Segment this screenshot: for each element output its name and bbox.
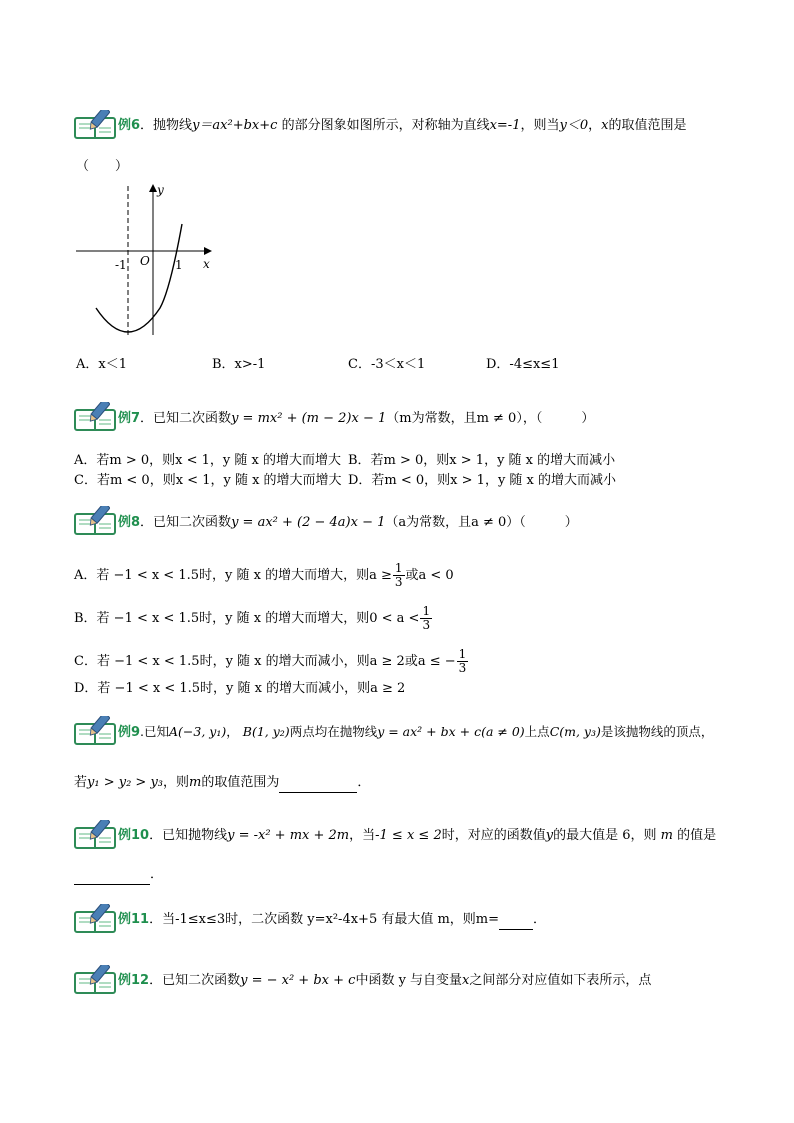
ex10-line2: ．: [74, 866, 163, 885]
ex6-condition: y＜0: [559, 118, 589, 133]
ex7-equation: y = mx² + (m − 2)x − 1: [231, 411, 387, 426]
ex6-option-b: B．x>-1: [212, 357, 266, 372]
x-axis-label: x: [203, 257, 210, 271]
tick-label-1: 1: [175, 258, 183, 272]
ex9-label: 例9: [118, 725, 141, 740]
ex9-equation: y = ax² + bx + c(a ≠ 0): [377, 724, 525, 739]
ex8-option-c: C．若 −1 < x < 1.5时，y 随 x 的增大而减小，则a ≥ 2或a ≤ − $\frac{1}{3}$: [74, 647, 467, 675]
book-pen-icon: [74, 506, 118, 536]
book-pen-icon: [74, 716, 118, 746]
fraction-one-third: $\frac{1}{3}$: [458, 647, 467, 675]
ex7-text-b: （m为常数，且m ≠ 0），（ ）: [386, 411, 595, 426]
ex6-option-d: D．-4≤x≤1: [486, 357, 560, 372]
answer-blank[interactable]: [74, 866, 150, 885]
ex6-option-c: C．-3＜x＜1: [348, 357, 426, 372]
ex8-equation: y = ax² + (2 − 4a)x − 1: [231, 515, 386, 530]
ex12-equation: y = − x² + bx + c: [240, 973, 356, 988]
ex11-stem: 例11．当-1≤x≤3时，二次函数 y=x²-4x+5 有最大值 m，则m= ．: [118, 911, 546, 930]
ex6-equation: y＝ax²+bx+c: [192, 118, 278, 133]
ex8-option-d: D．若 −1 < x < 1.5时，y 随 x 的增大而减小，则a ≥ 2: [74, 681, 406, 696]
answer-blank[interactable]: [499, 911, 533, 930]
ex6-label: 例6: [118, 118, 141, 133]
ex10-label: 例10: [118, 828, 150, 843]
ex7-stem: [118, 410, 594, 428]
ex7-label: 例7: [118, 411, 141, 426]
ex7-option-d: D．若m < 0，则x > 1，y 随 x 的增大而减小: [348, 473, 617, 488]
ex6-paren: （ ）: [76, 159, 129, 174]
ex8-text-b: （a为常数，且a ≠ 0）（ ）: [385, 515, 578, 530]
ex11-label: 例11: [118, 912, 150, 927]
ex6-text-d: ，: [588, 118, 602, 133]
ex9-point-b: B(1, y₂): [242, 724, 290, 739]
origin-label: O: [140, 254, 150, 268]
book-pen-icon: [74, 965, 118, 995]
ex6-text-e: 的取值范围是: [608, 118, 687, 133]
ex6-stem: [118, 117, 686, 135]
ex8-stem: [118, 514, 578, 532]
ex9-stem: 例9.已知A(−3, y₁)， B(1, y₂)两点均在抛物线y = ax² + bx + c(a ≠ 0)上点C(m, y₃)是该抛物线的顶点，: [118, 724, 714, 740]
ex6-axis: x=-1: [489, 118, 521, 133]
ex6-var: x: [601, 118, 609, 133]
ex7-option-a: A．若m > 0，则x < 1，y 随 x 的增大而增大: [74, 453, 341, 468]
fraction-one-third: $\frac{1}{3}$: [422, 604, 431, 632]
ex12-label: 例12: [118, 973, 150, 988]
ex12-stem: 例12．已知二次函数y = − x² + bx + c中函数 y 与自变量x之间部分对应值如下表所示，点: [118, 973, 652, 988]
ex8-text-a: ．已知二次函数: [140, 515, 232, 530]
ex7-text-a: ．已知二次函数: [140, 411, 232, 426]
answer-blank[interactable]: [279, 774, 357, 793]
book-pen-icon: [74, 904, 118, 934]
ex6-text-a: ．抛物线: [140, 118, 193, 133]
ex7-option-c: C．若m < 0，则x < 1，y 随 x 的增大而增大: [74, 473, 342, 488]
book-pen-icon: [74, 402, 118, 432]
ex6-option-a: A．x＜1: [76, 357, 127, 372]
book-pen-icon: [74, 110, 118, 140]
ex8-option-b: B．若 −1 < x < 1.5时，y 随 x 的增大而增大，则0 < a < $\frac{1}{3}$: [74, 604, 431, 632]
ex9-condition: y₁ > y₂ > y₃: [87, 775, 163, 790]
ex6-text-b: 的部分图象如图所示，对称轴为直线: [281, 118, 490, 133]
book-pen-icon: [74, 820, 118, 850]
ex8-option-a: A．若 −1 < x < 1.5时，y 随 x 的增大而增大，则a ≥ $\frac{1}{3}$ 或a < 0: [74, 561, 454, 589]
ex9-point-c: C(m, y₃): [549, 724, 601, 739]
tick-label-neg1: -1: [115, 258, 127, 272]
parabola-curve: [96, 224, 182, 332]
ex6-parabola-graph: [70, 180, 220, 340]
ex9-point-a: A(−3, y₁): [169, 724, 227, 739]
ex10-condition: -1 ≤ x ≤ 2: [375, 828, 442, 843]
y-axis-label: y: [157, 183, 164, 197]
ex10-stem: 例10．已知抛物线y = -x² + mx + 2m，当-1 ≤ x ≤ 2时，对应的函数值y的最大值是 6，则 m 的值是: [118, 828, 717, 843]
ex6-text-c: ，则当: [520, 118, 560, 133]
ex8-label: 例8: [118, 515, 141, 530]
fraction-one-third: $\frac{1}{3}$: [394, 561, 403, 589]
ex10-equation: y = -x² + mx + 2m: [227, 828, 350, 843]
ex9-line2: 若y₁ > y₂ > y₃，则m的取值范围为 ．: [74, 774, 370, 793]
ex7-option-b: B．若m > 0，则x > 1，y 随 x 的增大而减小: [348, 453, 616, 468]
